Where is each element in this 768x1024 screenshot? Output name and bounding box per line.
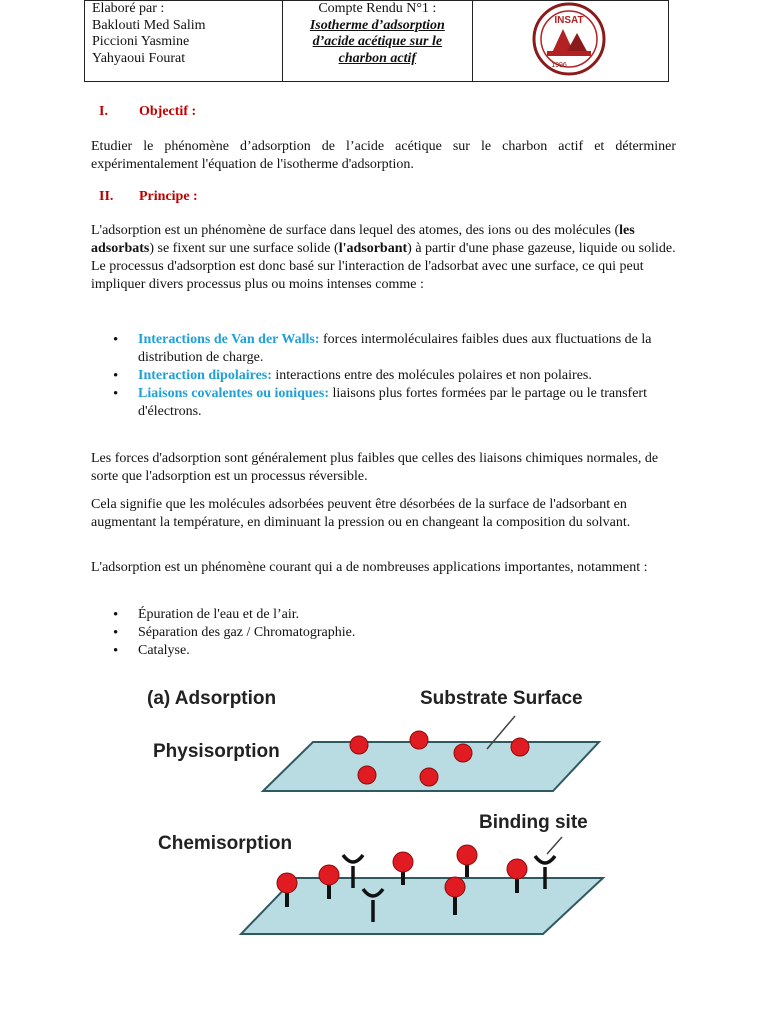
principle-text: ) se fixent sur une surface solide (	[149, 241, 339, 256]
list-item	[91, 367, 676, 385]
list-item: • Catalyse.	[91, 642, 676, 660]
adsorbate-molecule	[420, 768, 438, 786]
objective-paragraph: Etudier le phénomène d’adsorption de l’acide acétique sur le charbon actif et déterminer expérimentalement l'équation de l'isotherme d'adsorption.	[91, 139, 676, 172]
principle-text: ) à partir d'une phase gazeuse, liquide ou solide. Le processus d'adsorption est donc basé sur l'interaction de l'adsorbat avec une surface, ce qui peut impliquer divers processus plus ou moins intenses comme :	[91, 241, 676, 292]
interactions-list	[91, 331, 676, 421]
section-number: II.	[99, 189, 114, 204]
report-cell	[282, 1, 472, 82]
authors-label: Elaboré par :	[92, 1, 165, 16]
logo-year: 1996	[551, 62, 567, 69]
header-table	[84, 0, 669, 82]
bound-molecule	[319, 865, 339, 885]
adsorption-figure	[137, 679, 608, 941]
author-name: Piccioni Yasmine	[92, 34, 190, 49]
list-item: • Séparation des gaz / Chromatographie.	[91, 624, 676, 642]
term-adsorbant: l'adsorbant	[338, 241, 408, 256]
interaction-term: Liaisons covalentes ou ioniques:	[138, 386, 329, 401]
applications-paragraph: L'adsorption est un phénomène courant qui a de nombreuses applications importantes, notamment :	[91, 560, 648, 575]
section-heading-objectif	[99, 104, 196, 120]
principle-text: L'adsorption est un phénomène de surface dans lequel des atomes, des ions ou des molécules (	[91, 223, 620, 238]
interaction-desc: interactions entre des molécules polaires et non polaires.	[275, 368, 592, 383]
physisorption-label: Physisorption	[153, 741, 280, 762]
list-item	[91, 385, 676, 421]
insat-logo	[473, 1, 668, 76]
forces-paragraph: Les forces d'adsorption sont généralement plus faibles que celles des liaisons chimiques normales, de sorte que l'adsorption est un processus réversible.	[91, 451, 659, 484]
section-number: I.	[99, 104, 108, 119]
adsorbate-molecule	[454, 744, 472, 762]
bound-molecule	[393, 852, 413, 872]
report-number: Compte Rendu N°1 :	[318, 1, 437, 16]
adsorbate-molecule	[350, 736, 368, 754]
report-title: charbon actif	[338, 50, 417, 66]
adsorbate-molecule	[511, 738, 529, 756]
interaction-desc: liaisons plus fortes formées par le partage ou le transfert d'électrons.	[138, 386, 647, 419]
term-adsorbats: les adsorbats	[91, 223, 635, 256]
bound-molecule	[457, 845, 477, 865]
authors-cell	[85, 1, 283, 82]
binding-site-label: Binding site	[479, 812, 588, 833]
section-heading-principe	[99, 189, 198, 205]
bound-molecule	[445, 877, 465, 897]
report-title: d’acide acétique sur le	[312, 34, 443, 49]
section-title: Objectif :	[139, 104, 197, 119]
author-name: Baklouti Med Salim	[92, 17, 206, 33]
adsorbate-molecule	[410, 731, 428, 749]
figure-title: (a) Adsorption	[147, 688, 277, 709]
adsorbate-molecule	[358, 766, 376, 784]
substrate-label: Substrate Surface	[420, 688, 583, 709]
list-item: • Épuration de l'eau et de l’air.	[91, 606, 676, 624]
desorption-paragraph: Cela signifie que les molécules adsorbées peuvent être désorbées de la surface de l'adsorbant en augmentant la température, en diminuant la pression ou en changeant la composition du solvant.	[91, 497, 631, 530]
section-title: Principe :	[139, 189, 198, 204]
report-title: Isotherme d’adsorption	[309, 17, 445, 33]
interaction-term: Interactions de Van der Walls:	[138, 332, 320, 347]
applications-list	[91, 606, 676, 660]
logo-cell	[472, 1, 668, 82]
bound-molecule	[277, 873, 297, 893]
logo-text: INSAT	[554, 15, 584, 26]
chemisorption-label: Chemisorption	[158, 833, 293, 854]
principle-paragraph	[91, 222, 676, 294]
bound-molecule	[507, 859, 527, 879]
list-item	[91, 331, 676, 367]
interaction-term: Interaction dipolaires:	[138, 368, 276, 383]
author-name: Yahyaoui Fourat	[92, 50, 186, 66]
interaction-desc: forces intermoléculaires faibles dues aux fluctuations de la distribution de charge.	[138, 332, 652, 365]
